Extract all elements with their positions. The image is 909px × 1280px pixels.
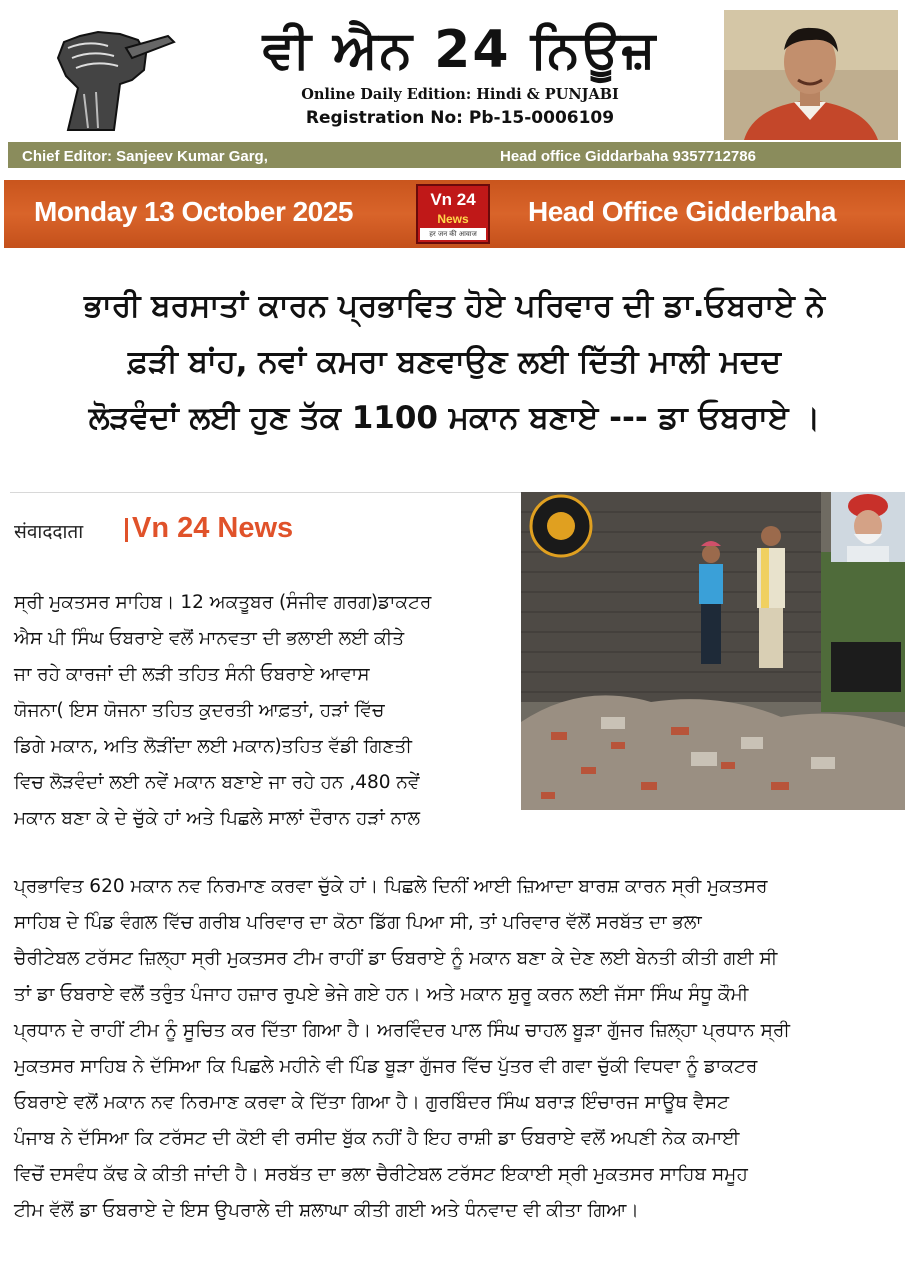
article-text-line: ਸਾਹਿਬ ਦੇ ਪਿੰਡ ਵੰਗਲ ਵਿੱਚ ਗਰੀਬ ਪਰਿਵਾਰ ਦਾ ਕੋਠਾ ਡਿੱਗ ਪਿਆ ਸੀ, ਤਾਂ ਪਰਿਵਾਰ ਵੱਲੋਂ ਸਰਬੱਤ ਦਾ ਭਲਾ <box>14 912 702 933</box>
article-text-line: ਪੰਜਾਬ ਨੇ ਦੱਸਿਆ ਕਿ ਟਰੱਸਟ ਦੀ ਕੋਈ ਵੀ ਰਸੀਦ ਬੁੱਕ ਨਹੀਂ ਹੈ ਇਹ ਰਾਸ਼ੀ ਡਾ ਓਬਰਾਏ ਵਲੋਂ ਅਪਣੀ ਨੇਕ ਕਮਾਈ <box>14 1128 740 1149</box>
article-headline <box>10 278 899 446</box>
article-text-line: ਵਿਚ ਲੋੜਵੰਦਾਂ ਲਈ ਨਵੇਂ ਮਕਾਨ ਬਣਾਏ ਜਾ ਰਹੇ ਹਨ ,480 ਨਵੇਂ <box>14 772 420 793</box>
head-office-phone: Head office Giddarbaha 9357712786 <box>500 148 756 165</box>
edition-line: Online Daily Edition: Hindi & PUNJABI <box>301 86 619 103</box>
logo-tagline: हर जन की आवाज <box>420 228 486 240</box>
editor-portrait-photo <box>724 10 898 140</box>
article-text-line: ਸ੍ਰੀ ਮੁਕਤਸਰ ਸਾਹਿਬ। 12 ਅਕਤੂਬਰ (ਸੰਜੀਵ ਗਰਗ)ਡਾਕਟਰ <box>14 592 432 613</box>
article-text-line: ਚੈਰੀਟੇਬਲ ਟਰੱਸਟ ਜ਼ਿਲ੍ਹਾ ਸ੍ਰੀ ਮੁਕਤਸਰ ਟੀਮ ਰਾਹੀਂ ਡਾ ਓਬਰਾਏ ਨੂੰ ਮਕਾਨ ਬਣਾ ਕੇ ਦੇਣ ਲਈ ਬੇਨਤੀ ਕੀਤੀ ਗਈ ਸੀ <box>14 948 778 969</box>
article-text-line: ਯੋਜਨਾ( ਇਸ ਯੋਜਨਾ ਤਹਿਤ ਕੁਦਰਤੀ ਆਫ਼ਤਾਂ, ਹੜਾਂ ਵਿੱਚ <box>14 700 385 721</box>
logo-title: Vn 24 <box>430 190 476 209</box>
headline-line: ਭਾਰੀ ਬਰਸਾਤਾਂ ਕਾਰਨ ਪ੍ਰਭਾਵਿਤ ਹੋਏ ਪਰਿਵਾਰ ਦੀ ਡਾ.ਓਬਰਾਏ ਨੇ <box>84 288 825 324</box>
article-text-line: ਜਾ ਰਹੇ ਕਾਰਜਾਂ ਦੀ ਲੜੀ ਤਹਿਤ ਸੰਨੀ ਓਬਰਾਏ ਆਵਾਸ <box>14 664 370 685</box>
article-photo <box>521 492 905 810</box>
article-text-line: ਪ੍ਰਧਾਨ ਦੇ ਰਾਹੀਂ ਟੀਮ ਨੂੰ ਸੂਚਿਤ ਕਰ ਦਿੱਤਾ ਗਿਆ ਹੈ। ਅਰਵਿੰਦਰ ਪਾਲ ਸਿੰਘ ਚਾਹਲ ਬੂੜਾ ਗੁੱਜਰ ਜ਼ਿਲ੍ਹਾ ਪ੍ਰਧਾਨ ਸ੍ਰੀ <box>14 1020 790 1041</box>
newspaper-name: ਵੀ ਐਨ 24 ਨਿਊਜ਼ <box>262 20 658 80</box>
edition-date: Monday 13 October 2025 <box>34 196 353 227</box>
article-text-line: ਤਾਂ ਡਾ ਓਬਰਾਏ ਵਲੋਂ ਤਰੁੰਤ ਪੰਜਾਹ ਹਜ਼ਾਰ ਰੁਪਏ ਭੇਜੇ ਗਏ ਹਨ। ਅਤੇ ਮਕਾਨ ਸ਼ੁਰੂ ਕਰਨ ਲਈ ਜੱਸਾ ਸਿੰਘ ਸੰਧੂ ਕੌਮੀ <box>14 984 749 1005</box>
article-text-line: ਡਿਗੇ ਮਕਾਨ, ਅਤਿ ਲੋੜੀਂਦਾ ਲਈ ਮਕਾਨ)ਤਹਿਤ ਵੱਡੀ ਗਿਣਤੀ <box>14 736 412 757</box>
article-text-line: ਮੁਕਤਸਰ ਸਾਹਿਬ ਨੇ ਦੱਸਿਆ ਕਿ ਪਿਛਲੇ ਮਹੀਨੇ ਵੀ ਪਿੰਡ ਬੂੜਾ ਗੁੱਜਰ ਵਿੱਚ ਪੁੱਤਰ ਵੀ ਗਵਾ ਚੁੱਕੀ ਵਿਧਵਾ ਨੂੰ ਡਾਕਟਰ <box>14 1056 758 1077</box>
logo-subtitle: News <box>437 212 469 226</box>
head-office-title: Head Office Gidderbaha <box>528 196 836 227</box>
headline-line: ਫ਼ੜੀ ਬਾਂਹ, ਨਵਾਂ ਕਮਰਾ ਬਣਵਾਉਣ ਲਈ ਦਿੱਤੀ ਮਾਲੀ ਮਦਦ <box>127 344 782 380</box>
raised-fist-logo-icon <box>28 18 178 136</box>
article-text-line: ਪ੍ਰਭਾਵਿਤ 620 ਮਕਾਨ ਨਵ ਨਿਰਮਾਣ ਕਰਵਾ ਚੁੱਕੇ ਹਾਂ। ਪਿਛਲੇ ਦਿਨੀਂ ਆਈ ਜ਼ਿਆਦਾ ਬਾਰਸ਼ ਕਾਰਨ ਸ੍ਰੀ ਮੁਕਤਸਰ <box>14 876 768 897</box>
article-text-line: ਐਸ ਪੀ ਸਿੰਘ ਓਬਰਾਏ ਵਲੋਂ ਮਾਨਵਤਾ ਦੀ ਭਲਾਈ ਲਈ ਕੀਤੇ <box>14 628 405 649</box>
byline-source: Vn 24 News <box>132 512 294 544</box>
article-text-line: ਟੀਮ ਵੱਲੋਂ ਡਾ ਓਬਰਾਏ ਦੇ ਇਸ ਉਪਰਾਲੇ ਦੀ ਸ਼ਲਾਘਾ ਕੀਤੀ ਗਈ ਅਤੇ ਧੰਨਵਾਦ ਵੀ ਕੀਤਾ ਗਿਆ। <box>14 1200 639 1221</box>
vn24-news-logo <box>416 184 490 244</box>
article-text-line: ਮਕਾਨ ਬਣਾ ਕੇ ਦੇ ਚੁੱਕੇ ਹਾਂ ਅਤੇ ਪਿਛਲੇ ਸਾਲਾਂ ਦੌਰਾਨ ਹੜਾਂ ਨਾਲ <box>14 808 420 829</box>
article-text-line: ਵਿਚੋਂ ਦਸਵੰਧ ਕੱਢ ਕੇ ਕੀਤੀ ਜਾਂਦੀ ਹੈ। ਸਰਬੱਤ ਦਾ ਭਲਾ ਚੈਰੀਟੇਬਲ ਟਰੱਸਟ ਇਕਾਈ ਸ੍ਰੀ ਮੁਕਤਸਰ ਸਾਹਿਬ ਸਮੂਹ <box>14 1164 748 1185</box>
chief-editor-label: Chief Editor: Sanjeev Kumar Garg, <box>22 148 268 165</box>
article-text-line: ਓਬਰਾਏ ਵਲੋਂ ਮਕਾਨ ਨਵ ਨਿਰਮਾਣ ਕਰਵਾ ਕੇ ਦਿੱਤਾ ਗਿਆ ਹੈ। ਗੁਰਬਿੰਦਰ ਸਿੰਘ ਬਰਾੜ ਇੰਚਾਰਜ ਸਾਊਥ ਵੈਸਟ <box>14 1092 729 1113</box>
headline-line: ਲੋੜਵੰਦਾਂ ਲਈ ਹੁਣ ਤੱਕ 1100 ਮਕਾਨ ਬਣਾਏ --- ਡਾ ਓਬਰਾਏ । <box>88 400 821 436</box>
byline-label: संवाददाता <box>14 521 84 543</box>
registration-number: Registration No: Pb-15-0006109 <box>305 108 615 128</box>
byline-separator <box>125 518 128 542</box>
